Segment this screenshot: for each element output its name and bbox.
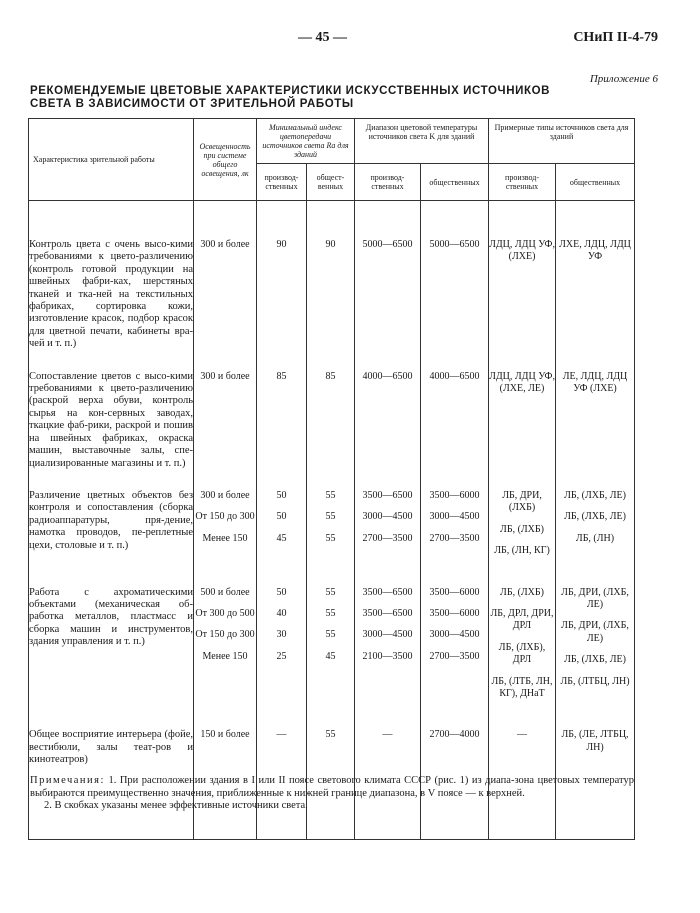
temp-public: 3000—4500 [429,511,480,523]
subheader-public: общест-венных [307,164,355,201]
source-public: ЛБ, (ЛХБ, ЛЕ) [564,489,626,501]
temp-public: 3500—6000 [429,586,480,598]
subheader-public: общественных [556,164,635,201]
table-row [29,371,635,490]
ra-industrial: 90 [276,239,287,250]
illuminance-value: От 300 до 500 [195,607,255,619]
page-number: — 45 — [298,30,347,45]
source-industrial: ЛБ, ДРЛ, ДРИ, ДРЛ [490,607,554,632]
document-code: СНиП II-4-79 [573,30,658,45]
temp-industrial: 2700—3500 [362,532,413,544]
ra-industrial: 85 [276,370,287,382]
notes-section [30,775,634,813]
source-industrial: ЛБ, (ЛН, КГ) [494,545,550,557]
ra-public: 85 [325,370,336,382]
temp-industrial: 3000—4500 [362,511,413,523]
temp-industrial: 5000—6500 [362,239,413,250]
source-industrial: ЛБ, (ЛХБ), ДРЛ [498,641,546,666]
table-row [29,587,635,730]
note-2: 2. В скобках указаны менее эффективные источники света. [44,800,308,811]
illuminance-value: Менее 150 [202,532,248,544]
subheader-public: общественных [421,164,489,201]
temp-public: 3500—6000 [429,489,480,501]
characteristic-cell: Работа с ахроматическими объектами (механическая об-работка металлов, пластмасс и сборка машин и инструментов, здания управления и т. п.) [29,587,194,730]
temp-public: 3000—4500 [429,629,480,641]
appendix-label: Приложение 6 [589,73,658,85]
ra-public: 55 [325,629,336,641]
source-public: ЛБ, (ЛТБЦ, ЛН) [560,675,630,687]
source-public: ЛХЕ, ЛДЦ, ЛДЦ УФ [559,239,631,263]
characteristic-cell: Общее восприятие интерьера (фойе, вестибюли, залы теат-ров и кинотеатров) [29,729,194,840]
source-industrial: ЛБ, (ЛХБ) [500,586,544,598]
illuminance-value: 300 и более [200,370,250,382]
temp-industrial: 3500—6500 [362,607,413,619]
temp-industrial: 3000—4500 [362,629,413,641]
ra-public: 90 [325,239,336,250]
temp-public: 2700—3500 [429,532,480,544]
source-public: ЛБ, ДРИ, (ЛХБ, ЛЕ) [561,586,629,610]
source-industrial: ЛДЦ, ЛДЦ УФ, (ЛХЕ, ЛЕ) [489,370,555,395]
illuminance-value: Менее 150 [202,650,248,662]
ra-industrial: 50 [276,489,287,501]
header-characteristic: Характеристика зрительной работы [29,119,194,201]
temp-industrial: 3500—6500 [362,586,413,598]
subheader-industrial: производ-ственных [355,164,421,201]
illuminance-value: 300 и более [200,239,250,250]
source-industrial: ЛБ, (ЛХБ) [500,523,544,535]
notes-label: Примечания: [30,775,105,786]
source-industrial: — [517,729,528,741]
table-row [29,201,635,371]
ra-public: 55 [325,586,336,598]
temp-public: 3500—6000 [429,607,480,619]
ra-industrial: 50 [276,511,287,523]
source-industrial: ЛБ, ДРИ, (ЛХБ) [502,489,542,514]
source-industrial: ЛДЦ, ЛДЦ УФ, (ЛХЕ) [489,239,555,263]
ra-industrial: 40 [276,607,287,619]
subheader-industrial: производ-ственных [489,164,556,201]
temp-industrial: 3500—6500 [362,489,413,501]
note-1-text: 1. При расположении здания в I или II поясе светового климата СССР (рис. 1) из диапа-зона цветовых температур выбираются преимущественно значения, приближенные к нижней границе диапазона, в V поясе — к верхней. [30,775,634,799]
illuminance-value: 500 и более [200,586,250,598]
illuminance-value: От 150 до 300 [195,511,255,523]
temp-industrial: — [382,729,393,741]
temp-industrial: 4000—6500 [362,370,413,382]
characteristic-cell: Различение цветных объектов без контроля и сопоставления (сборка радиоаппаратуры, пря-дение, намотка проводов, пе-реплетные цехи, столовые и т. п.) [29,490,194,587]
source-public: ЛБ, (ЛХБ, ЛЕ) [564,654,626,666]
ra-public: 55 [325,532,336,544]
source-public: ЛБ, (ЛХБ, ЛЕ) [564,511,626,523]
note-1 [30,775,634,800]
color-characteristics-table [28,118,635,840]
ra-public: 55 [325,511,336,523]
temp-public: 4000—6500 [429,370,480,382]
illuminance-value: 150 и более [200,729,250,741]
illuminance-value: 300 и более [200,489,250,501]
header-color-index: Минимальный индекс цветопередачи источников света Rа для зданий [257,119,355,164]
illuminance-value: От 150 до 300 [195,629,255,641]
temp-industrial: 2100—3500 [362,650,413,662]
ra-industrial: — [276,729,287,741]
source-public: ЛБ, (ЛН) [575,532,615,544]
ra-industrial: 45 [276,532,287,544]
temp-public: 2700—4000 [429,729,480,741]
characteristic-cell: Сопоставление цветов с высо-кими требованиями к цвето-различению (раскрой верха обуви, контроль сырья на кон-сервных заводах, ткацкие фаб-рики, раскрой и пошив на швейных фабриках, окраска машин, выставочные залы, спе-циализированные магазины и т. п.) [29,371,194,490]
ra-industrial: 50 [276,586,287,598]
table-title: РЕКОМЕНДУЕМЫЕ ЦВЕТОВЫЕ ХАРАКТЕРИСТИКИ ИСКУССТВЕННЫХ ИСТОЧНИКОВ СВЕТА В ЗАВИСИМОСТИ ОТ ЗРИТЕЛЬНОЙ РАБОТЫ [30,85,551,110]
ra-public: 55 [325,607,336,619]
ra-public: 55 [325,729,336,741]
temp-public: 2700—3500 [429,650,480,662]
header-illuminance: Освещенность при системе общего освещения, лк [194,119,257,201]
source-public: ЛБ, ДРИ, (ЛХБ, ЛЕ) [561,620,629,644]
ra-public: 45 [325,650,336,662]
source-public: ЛБ, (ЛЕ, ЛТБЦ, ЛН) [561,729,629,753]
source-industrial: ЛБ, (ЛТБ, ЛН, КГ), ДНаТ [491,675,553,699]
ra-industrial: 30 [276,629,287,641]
ra-industrial: 25 [276,650,287,662]
header-temperature: Диапазон цветовой температуры источников света K для зданий [355,119,489,164]
characteristic-cell: Контроль цвета с очень высо-кими требованиями к цвето-различению (контроль готовой продукции на швейных фабри-ках, шерстяных тканей и тка-ней на текстильных фабриках, сортировка кожи, изготовление красок, подбор красок для цветной печати, кабинеты вра-чей и т. п.) [29,201,194,371]
subheader-industrial: производ-ственных [257,164,307,201]
temp-public: 5000—6500 [429,239,480,250]
header-source-types: Примерные типы источников света для зданий [489,119,635,164]
ra-public: 55 [325,489,336,501]
table-row [29,490,635,587]
source-public: ЛЕ, ЛДЦ, ЛДЦ УФ (ЛХЕ) [562,370,628,395]
